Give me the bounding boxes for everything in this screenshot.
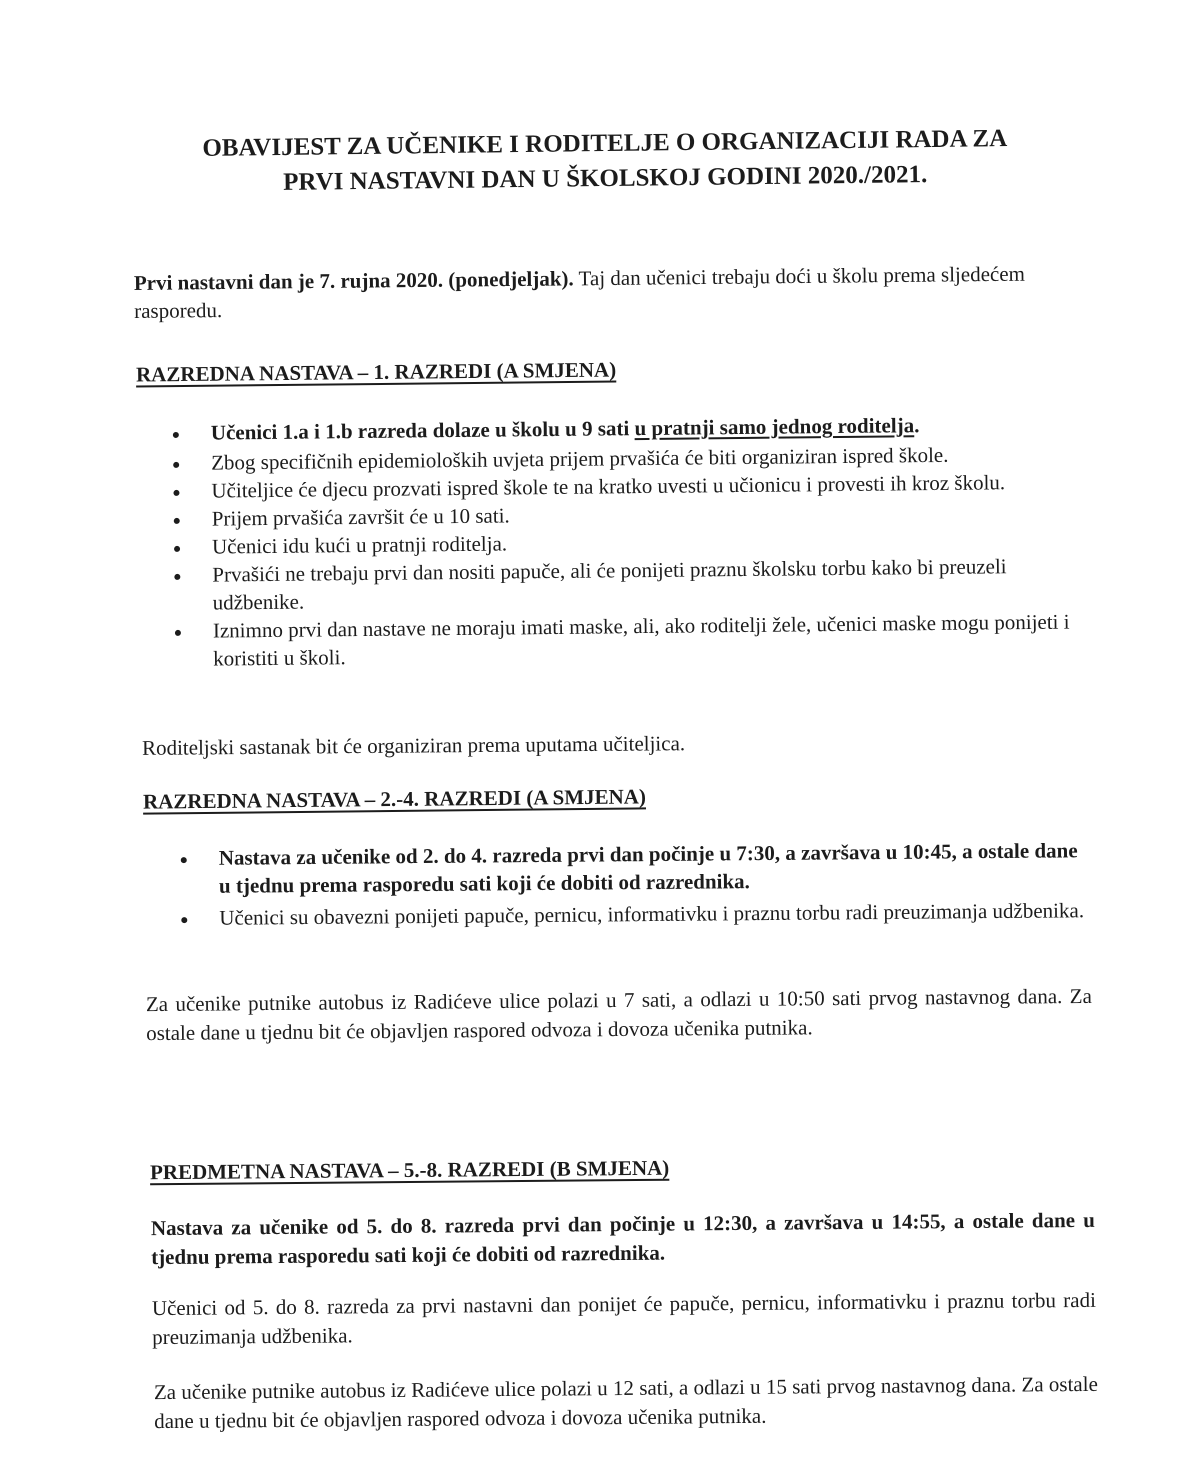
bullet-icon — [174, 546, 180, 552]
bullet-text: Učenici su obavezni ponijeti papuče, pernicu, informativku i praznu torbu radi preuzimanja udžbenika. — [219, 898, 1085, 930]
bullet-text: Učiteljice će djecu prozvati ispred škole te na kratko uvesti u učionicu i provesti ih kroz školu. — [211, 470, 1006, 503]
bullet-text: Nastava za učenike od 2. do 4. razreda prvi dan počinje u 7:30, a završava u 10:45, a ostale dane u tjednu prema rasporedu sati koji će dobiti od razrednika. — [218, 838, 1078, 898]
document-title — [100, 120, 1111, 202]
title-line-2: PRVI NASTAVNI DAN U ŠKOLSKOJ GODINI 2020./2021. — [283, 161, 928, 196]
section1-heading: RAZREDNA NASTAVA – 1. RAZREDI (A SMJENA) — [135, 357, 617, 387]
section1-note: Roditeljski sastanak bit će organiziran prema uputama učiteljica. — [141, 731, 686, 760]
intro-paragraph — [134, 259, 1085, 325]
section3-schedule: Nastava za učenike od 5. do 8. razreda prvi dan počinje u 12:30, a završava u 14:55, a ostale dane u tjednu prema rasporedu sati koji će dobiti od razrednika. — [150, 1207, 1095, 1270]
section2-list — [219, 836, 1090, 932]
intro-text: Taj dan učenici trebaju doći u školu prema sljedećem rasporedu. — [134, 261, 1026, 323]
list-item — [213, 607, 1086, 672]
intro-date: Prvi nastavni dan je 7. rujna 2020. (ponedjeljak). — [133, 266, 574, 295]
bullet-icon — [174, 518, 180, 524]
bullet-icon — [173, 432, 179, 438]
bullet-icon — [175, 630, 181, 636]
bullet-text: Prvašići ne trebaju prvi dan nositi papuče, ali će ponijeti praznu školsku torbu kako bi preuzeli udžbenike. — [212, 554, 1007, 615]
bullet-icon — [181, 857, 187, 863]
bullet-text: Zbog specifičnih epidemioloških uvjeta prijem prvašića će biti organiziran ispred škole. — [211, 442, 949, 475]
list-item — [219, 896, 1089, 932]
section2-bus-info: Za učenike putnike autobus iz Radićeve ulice polazi u 7 sati, a odlazi u 10:50 sati prvog nastavnog dana. Za ostale dane u tjednu bit će objavljen raspored odvoza i dovoza učenika putnika. — [145, 983, 1092, 1046]
bullet-icon — [173, 462, 179, 468]
section3-heading: PREDMETNA NASTAVA – 5.-8. RAZREDI (B SMJENA) — [149, 1155, 670, 1185]
list-item — [219, 836, 1089, 900]
section3-bus-info: Za učenike putnike autobus iz Radićeve ulice polazi u 12 sati, a odlazi u 15 sati prvog nastavnog dana. Za ostale dane u tjednu bit će objavljen raspored odvoza i dovoza učenika putnika. — [153, 1371, 1098, 1434]
bullet-text: Učenici idu kući u pratnji roditelja. — [211, 531, 508, 559]
section3-items: Učenici od 5. do 8. razreda za prvi nastavni dan ponijet će papuče, pernicu, informativku i praznu torbu radi preuzimanja udžbenika. — [151, 1287, 1096, 1350]
bullet-text: Učenici 1.a i 1.b razreda dolaze u školu u 9 sati — [210, 416, 635, 445]
title-line-1: OBAVIJEST ZA UČENIKE I RODITELJE O ORGANIZACIJI RADA ZA — [202, 125, 1008, 162]
section2-heading: RAZREDNA NASTAVA – 2.-4. RAZREDI (A SMJENA) — [142, 784, 647, 814]
bullet-icon — [181, 917, 187, 923]
bullet-icon — [174, 574, 180, 580]
bullet-icon — [173, 490, 179, 496]
bullet-underlined-text: u pratnji samo jednog roditelja — [634, 413, 915, 441]
section1-list — [211, 409, 1086, 672]
bullet-text: Iznimno prvi dan nastave ne moraju imati maske, ali, ako roditelji žele, učenici maske mogu ponijeti i koristiti u školi. — [212, 609, 1070, 671]
list-item — [212, 551, 1085, 616]
bullet-end: . — [914, 413, 920, 438]
bullet-text: Prijem prvašića završit će u 10 sati. — [211, 503, 510, 531]
